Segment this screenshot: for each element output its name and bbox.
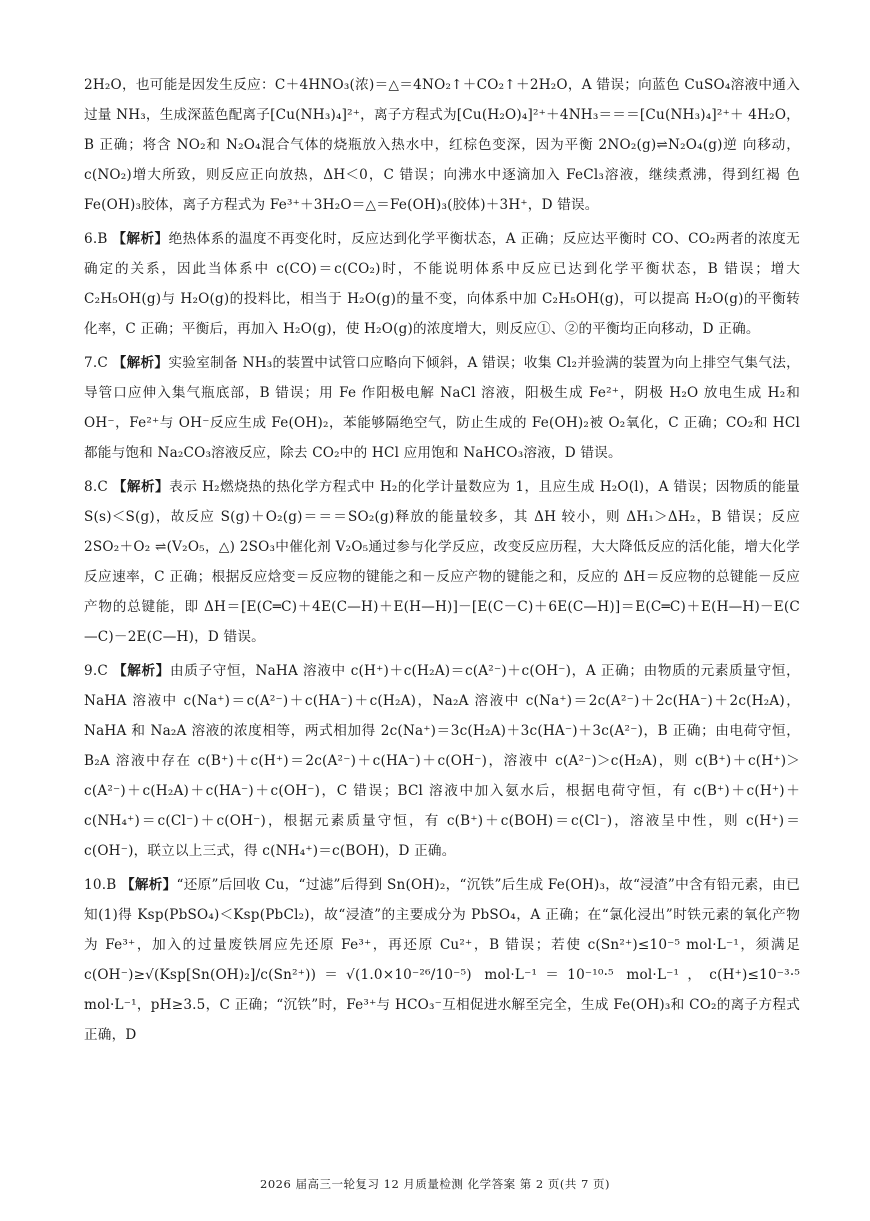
answer-text: “还原”后回收 Cu，“过滤”后得到 Sn(OH)₂，“沉铁”后生成 Fe(OH)₃，故“浸渣”中含有铅元素，由已知(1)得 Ksp(PbSO₄)＜Ksp(PbCl₂)，故“浸渣”的主要成分为 PbSO₄，A 正确；在“氯化浸出”时铁元素的氧化产物为 Fe³⁺，加入的过量废铁屑应先还原 Fe³⁺，再还原 Cu²⁺，B 错误；若使 c(Sn²⁺)≤10⁻⁵ mol·L⁻¹，须满足 c(OH⁻)≥√(Ksp[Sn(OH)₂]/c(Sn²⁺))＝√(1.0×10⁻²⁶/10⁻⁵) mol·L⁻¹＝10⁻¹⁰·⁵ mol·L⁻¹，c(H⁺)≤10⁻³·⁵ mol·L⁻¹，pH≥3.5，C 正确；“沉铁”时，Fe³⁺与 HCO₃⁻互相促进水解至完全，生成 Fe(OH)₃和 CO₂的离子方程式正确，D xyxy=(84,877,800,1043)
answer-number: 10.B xyxy=(84,877,117,893)
analysis-tag: 【解析】 xyxy=(112,663,170,679)
answer-paragraph xyxy=(84,224,800,344)
page-footer: 2026 届高三一轮复习 12 月质量检测 化学答案 第 2 页(共 7 页) xyxy=(260,1177,610,1191)
analysis-tag: 【解析】 xyxy=(121,877,177,893)
continuation-line: 2H₂O，也可能是因发生反应：C＋4HNO₃(浓)＝△＝4NO₂↑＋CO₂↑＋2H₂O，A 错误；向蓝色 CuSO₄溶液中通入 xyxy=(84,77,800,93)
answer-paragraph xyxy=(84,472,800,652)
answer-paragraph xyxy=(84,348,800,468)
answer-text: 绝热体系的温度不再变化时，反应达到化学平衡状态，A 正确；反应达平衡时 CO、CO₂两者的浓度无确定的关系，因此当体系中 c(CO)＝c(CO₂)时，不能说明体系中反应已达到化学平衡状态，B 错误；增大 C₂H₅OH(g)与 H₂O(g)的投料比，相当于 H₂O(g)的量不变，向体系中加 C₂H₅OH(g)，可以提高 H₂O(g)的平衡转化率，C 正确；平衡后，再加入 H₂O(g)，使 H₂O(g)的浓度增大，则反应①、②的平衡均正向移动，D 正确。 xyxy=(84,231,800,337)
continuation-line: 过量 NH₃，生成深蓝色配离子[Cu(NH₃)₄]²⁺，离子方程式为[Cu(H₂O)₄]²⁺＋4NH₃＝＝＝[Cu(NH₃)₄]²⁺＋ xyxy=(84,107,744,123)
answer-text: 由质子守恒，NaHA 溶液中 c(H⁺)＋c(H₂A)＝c(A²⁻)＋c(OH⁻)，A 正确；由物质的元素质量守恒，NaHA 溶液中 c(Na⁺)＝c(A²⁻)＋c(HA⁻)＋c(H₂A)，Na₂A 溶液中 c(Na⁺)＝2c(A²⁻)＋2c(HA⁻)＋2c(H₂A)，NaHA 和 Na₂A 溶液的浓度相等，两式相加得 2c(Na⁺)＝3c(H₂A)＋3c(HA⁻)＋3c(A²⁻)，B 正确；由电荷守恒，B₂A 溶液中存在 c(B⁺)＋c(H⁺)＝2c(A²⁻)＋c(HA⁻)＋c(OH⁻)，溶液中 c(A²⁻)＞c(H₂A)，则 c(B⁺)＋c(H⁺)＞c(A²⁻)＋c(H₂A)＋c(HA⁻)＋c(OH⁻)，C 错误；BCl 溶液中加入氨水后，根据电荷守恒，有 c(B⁺)＋c(H⁺)＋c(NH₄⁺)＝c(Cl⁻)＋c(OH⁻)，根据元素质量守恒，有 c(B⁺)＋c(BOH)＝c(Cl⁻)，溶液呈中性，则 c(H⁺)＝c(OH⁻)，联立以上三式，得 c(NH₄⁺)＝c(BOH)，D 正确。 xyxy=(84,663,800,859)
continuation-line: 向移动，c(NO₂)增大所致，则反应正向放热，ΔH＜0，C 错误；向沸水中逐滴加入 FeCl₃溶液，继续煮沸，得到红褐 xyxy=(84,137,800,183)
answer-paragraph xyxy=(84,656,800,866)
answer-item-6 xyxy=(84,224,800,344)
answer-item-7 xyxy=(84,348,800,468)
answer-text: 表示 H₂燃烧热的热化学方程式中 H₂的化学计量数应为 1，且应生成 H₂O(l)，A 错误；因物质的能量 S(s)＜S(g)，故反应 S(g)＋O₂(g)＝＝＝SO₂(g)释放的能量较多，其 ΔH 较小，则 ΔH₁＞ΔH₂，B 错误；反应 2SO₂＋O₂ ⇌(V₂O₅，△) 2SO₃中催化剂 V₂O₅通过参与化学反应，改变反应历程，大大降低反应的活化能，增大化学反应速率，C 正确；根据反应焓变＝反应物的键能之和－反应产物的键能之和，反应的 ΔH＝反应物的总键能－反应产物的总键能，即 ΔH＝[E(C═C)＋4E(C—H)＋E(H—H)]－[E(C－C)＋6E(C—H)]＝E(C═C)＋E(H—H)－E(C—C)－2E(C—H)，D 错误。 xyxy=(84,479,800,645)
answer-number: 7.C xyxy=(84,355,108,371)
analysis-tag: 【解析】 xyxy=(112,479,170,495)
answer-number: 6.B xyxy=(84,231,108,247)
answer-text: 实验室制备 NH₃的装置中试管口应略向下倾斜，A 错误；收集 Cl₂并验满的装置为向上排空气集气法，导管口应伸入集气瓶底部，B 错误；用 Fe 作阳极电解 NaCl 溶液，阳极生成 Fe²⁺，阴极 H₂O 放电生成 H₂和 OH⁻，Fe²⁺与 OH⁻反应生成 Fe(OH)₂，苯能够隔绝空气，防止生成的 Fe(OH)₂被 O₂氧化，C 正确；CO₂和 HCl 都能与饱和 Na₂CO₃溶液反应，除去 CO₂中的 HCl 应用饱和 NaHCO₃溶液，D 错误。 xyxy=(84,355,800,461)
answer-paragraph xyxy=(84,870,800,1050)
analysis-tag: 【解析】 xyxy=(112,231,169,247)
answer-item-8 xyxy=(84,472,800,652)
answer-item-9 xyxy=(84,656,800,866)
continuation-block xyxy=(84,70,800,220)
continuation-line: 4H₂O，B 正确；将含 NO₂和 N₂O₄混合气体的烧瓶放入热水中，红棕色变深，因为平衡 2NO₂(g)⇌N₂O₄(g)逆 xyxy=(84,107,800,153)
continuation-text xyxy=(84,70,800,220)
analysis-tag: 【解析】 xyxy=(112,355,169,371)
answer-number: 8.C xyxy=(84,479,108,495)
continuation-line: 色 Fe(OH)₃胶体，离子方程式为 Fe³⁺＋3H₂O＝△＝Fe(OH)₃(胶体)＋3H⁺，D 错误。 xyxy=(84,167,800,213)
answer-item-10 xyxy=(84,870,800,1050)
answer-number: 9.C xyxy=(84,663,108,679)
